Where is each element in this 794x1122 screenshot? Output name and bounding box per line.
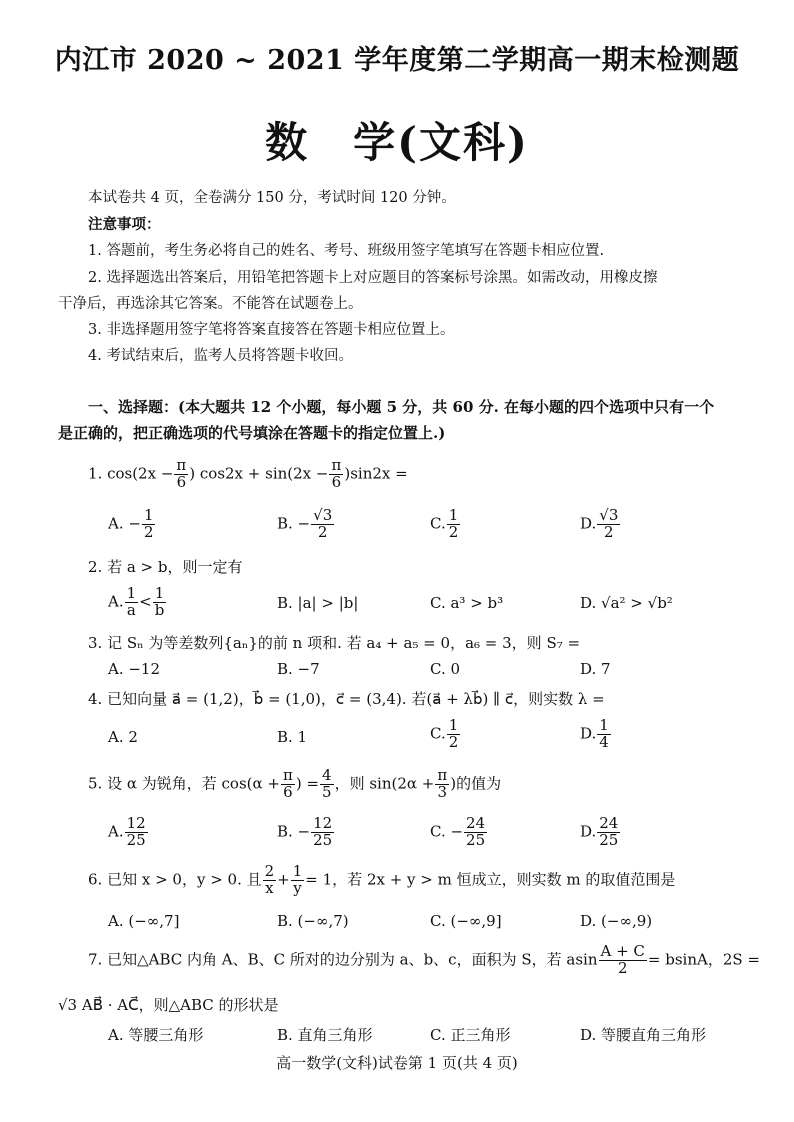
q4-option-b: B. 1 xyxy=(277,728,308,746)
notice-heading: 注意事项： xyxy=(88,216,161,233)
q1-option-b: B. − $\frac{√3}{2}$ xyxy=(277,506,333,541)
question-6-stem: 6. 已知 x > 0，y > 0. 且 $\frac{2}{x}$ + $\frac{1}{y}$ = 1，若 2x + y > m 恒成立，则实数 m 的取值范围是 xyxy=(88,862,676,897)
q5-option-c: C. − $\frac{24}{25}$ xyxy=(430,814,486,849)
q6-option-d: D. (−∞,9) xyxy=(580,912,653,930)
notice-item: 4. 考试结束后，监考人员将答题卡收回。 xyxy=(88,348,353,364)
q3-option-d: D. 7 xyxy=(580,660,611,678)
page-footer: 高一数学(文科)试卷第 1 页(共 4 页) xyxy=(276,1054,518,1072)
question-3-stem: 3. 记 Sₙ 为等差数列{aₙ}的前 n 项和. 若 a₄ + a₅ = 0，a₆ = 3，则 S₇ = xyxy=(88,634,581,652)
q2-option-d: D. √a² > √b² xyxy=(580,594,673,612)
notice-item: 3. 非选择题用签字笔将答案直接答在答题卡相应位置上。 xyxy=(88,322,455,338)
q4-option-c: C. $\frac{1}{2}$ xyxy=(430,716,459,751)
question-2-stem: 2. 若 a > b，则一定有 xyxy=(88,558,243,576)
question-1-stem: 1. cos(2x − $\frac{\pi}{6}$ ) cos2x + sin(2x − $\frac{\pi}{6}$ )sin2x = xyxy=(88,456,408,491)
exam-title: 内江市 2020 ~ 2021 学年度第二学期高一期末检测题 xyxy=(54,45,740,76)
q2-option-a: A. $\frac{1}{a}$ < $\frac{1}{b}$ xyxy=(108,584,165,619)
q5-option-d: D. $\frac{24}{25}$ xyxy=(580,814,619,849)
q3-option-c: C. 0 xyxy=(430,660,461,678)
q1-option-c: C. $\frac{1}{2}$ xyxy=(430,506,459,541)
notice-item-continued: 干净后，再选涂其它答案。不能答在试题卷上。 xyxy=(58,296,363,312)
q4-option-a: A. 2 xyxy=(108,728,138,746)
notice-item: 1. 答题前，考生务必将自己的姓名、考号、班级用签字笔填写在答题卡相应位置. xyxy=(88,243,605,259)
question-4-stem: 4. 已知向量 a⃗ = (1,2)，b⃗ = (1,0)，c⃗ = (3,4). 若(a⃗ + λb⃗) ∥ c⃗，则实数 λ = xyxy=(88,690,605,708)
q3-option-a: A. −12 xyxy=(108,660,161,678)
notice-item: 2. 选择题选出答案后，用铅笔把答题卡上对应题目的答案标号涂黑。如需改动，用橡皮擦 xyxy=(88,270,658,286)
q1-option-d: D. $\frac{√3}{2}$ xyxy=(580,506,619,541)
q6-option-a: A. (−∞,7] xyxy=(108,912,180,930)
q3-option-b: B. −7 xyxy=(277,660,320,678)
q7-option-d: D. 等腰直角三角形 xyxy=(580,1026,707,1044)
question-7-stem: 7. 已知△ABC 内角 A、B、C 所对的边分别为 a、b、c，面积为 S，若 asin $\frac{A + C}{2}$ = bsinA，2S = xyxy=(88,942,761,977)
subject-title: 数 学(文科) xyxy=(265,118,529,167)
q7-option-b: B. 直角三角形 xyxy=(277,1026,373,1044)
q2-option-b: B. |a| > |b| xyxy=(277,594,359,612)
q7-option-c: C. 正三角形 xyxy=(430,1026,511,1044)
section-heading: 一、选择题：(本大题共 12 个小题，每小题 5 分，共 60 分. 在每小题的四个选项中只有一个 xyxy=(88,398,715,416)
q4-option-d: D. $\frac{1}{4}$ xyxy=(580,716,609,751)
section-heading-continued: 是正确的，把正确选项的代号填涂在答题卡的指定位置上.) xyxy=(58,424,446,442)
q1-option-a: A. − $\frac{1}{2}$ xyxy=(108,506,154,541)
question-7-stem-continued: √3 AB⃗ · AC⃗，则△ABC 的形状是 xyxy=(58,996,279,1014)
q5-option-a: A. $\frac{12}{25}$ xyxy=(108,814,146,849)
q7-option-a: A. 等腰三角形 xyxy=(108,1026,204,1044)
q5-option-b: B. − $\frac{12}{25}$ xyxy=(277,814,333,849)
q6-option-b: B. (−∞,7) xyxy=(277,912,349,930)
q6-option-c: C. (−∞,9] xyxy=(430,912,502,930)
exam-summary: 本试卷共 4 页，全卷满分 150 分，考试时间 120 分钟。 xyxy=(88,190,456,206)
q2-option-c: C. a³ > b³ xyxy=(430,594,504,612)
question-5-stem: 5. 设 α 为锐角，若 cos(α + $\frac{\pi}{6}$ ) = $\frac{4}{5}$ ，则 sin(2α + $\frac{\pi}{3}$ )的值为 xyxy=(88,766,502,801)
